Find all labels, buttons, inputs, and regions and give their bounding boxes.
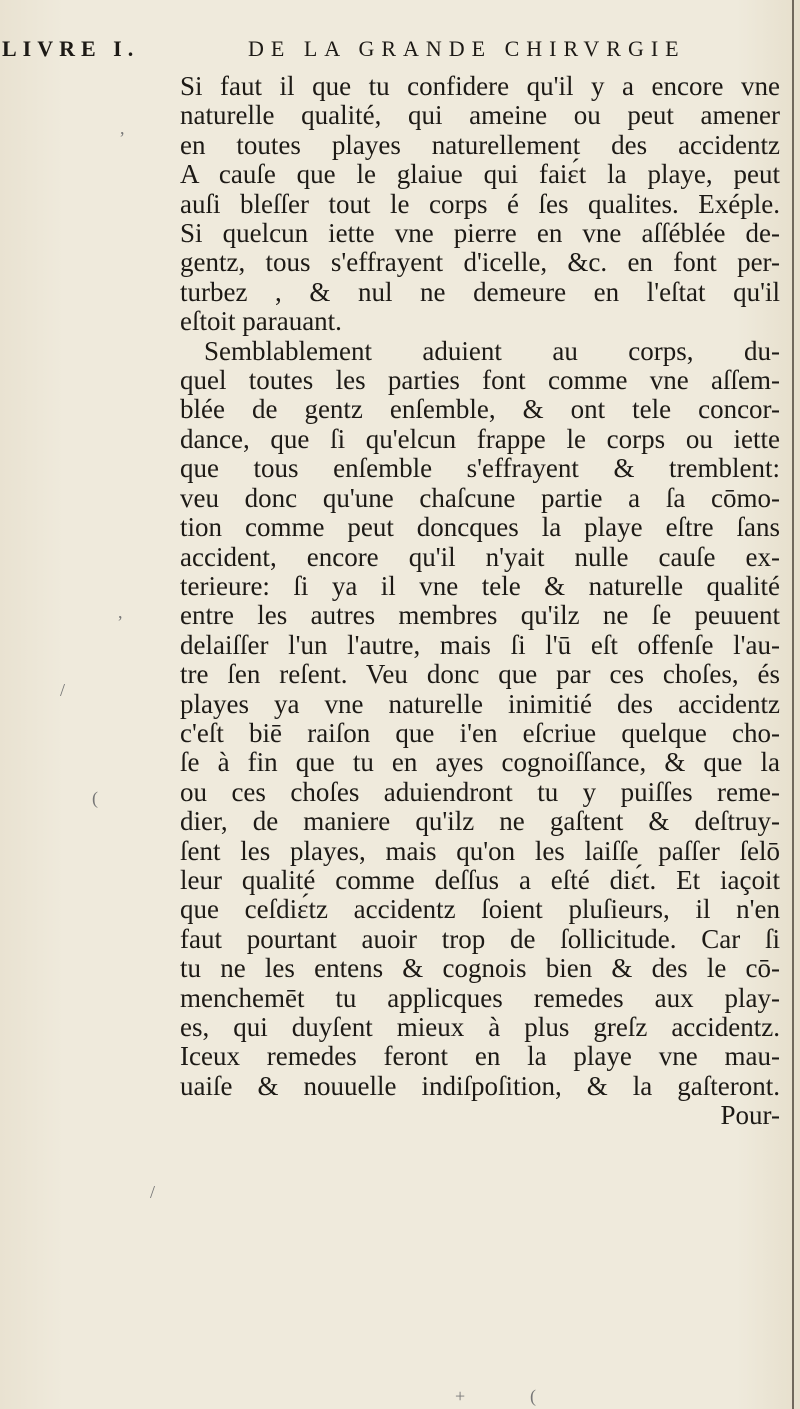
text-line: entre les autres membres qu'ilz ne ſe peuuent bbox=[180, 600, 780, 631]
text-line: Iceux remedes feront en la playe vne mau- bbox=[180, 1041, 780, 1072]
text-line: terieure: ſi ya il vne tele & naturelle qualité bbox=[180, 570, 780, 601]
text-line: dier, de maniere qu'ilz ne gaſtent & deſtruy- bbox=[180, 806, 780, 837]
text-line: leur qualité comme deſſus a eſté diɛ́t. Et iaçoit bbox=[180, 864, 780, 895]
text-line: turbez , & nul ne demeure en l'eſtat qu'il bbox=[180, 276, 780, 307]
text-line: auſi bleſſer tout le corps é ſes qualites. Exéple. bbox=[180, 188, 780, 219]
text-line: delaiſſer l'un l'autre, mais ſi l'ū eſt offenſe l'au- bbox=[180, 629, 780, 660]
text-line: ſent les playes, mais qu'on les laiſſe paſſer ſelō bbox=[180, 835, 780, 866]
text-line: quel toutes les parties font comme vne aſſem- bbox=[180, 365, 780, 396]
text-line: accident, encore qu'il n'yait nulle cauſe ex- bbox=[180, 541, 780, 572]
text-line: en toutes playes naturellement des accidentz bbox=[180, 129, 780, 160]
text-line: playes ya vne naturelle inimitié des accidentz bbox=[180, 688, 780, 719]
body-text bbox=[180, 72, 780, 1131]
page-edge bbox=[792, 0, 794, 1409]
text-line: tu ne les entens & cognois bien & des le cō- bbox=[180, 953, 780, 984]
text-line: c'eſt biē raiſon que i'en eſcriue quelque cho- bbox=[180, 717, 780, 748]
text-line: veu donc qu'une chaſcune partie a ſa cōmo- bbox=[180, 482, 780, 513]
text-line: que tous enſemble s'effrayent & tremblent: bbox=[180, 453, 780, 484]
text-line: tre ſen reſent. Veu donc que par ces choſes, és bbox=[180, 659, 780, 690]
text-line: Si quelcun iette vne pierre en vne aſſéblée de- bbox=[180, 218, 780, 249]
text-line: ou ces choſes aduiendront tu y puiſſes reme- bbox=[180, 776, 780, 807]
text-line: dance, que ſi qu'elcun frappe le corps ou iette bbox=[180, 423, 780, 454]
text-line: ſe à fin que tu en ayes cognoiſſance, & que la bbox=[180, 747, 780, 778]
text-line: que ceſdiɛ́tz accidentz ſoient pluſieurs, il n'en bbox=[180, 894, 780, 925]
margin-speck: / bbox=[60, 680, 66, 700]
text-line: blée de gentz enſemble, & ont tele concor- bbox=[180, 394, 780, 425]
margin-speck: + bbox=[455, 1386, 466, 1406]
text-line: faut pourtant auoir trop de ſollicitude. Car ſi bbox=[180, 923, 780, 954]
text-line-paragraph-start: Semblablement aduient au corps, du- bbox=[204, 335, 780, 366]
text-line: uaiſe & nouuelle indiſpoſition, & la gaſteront. bbox=[180, 1070, 780, 1101]
text-line: es, qui duyſent mieux à plus greſz accidentz. bbox=[180, 1012, 780, 1042]
margin-speck: , bbox=[118, 602, 123, 622]
margin-speck: , bbox=[120, 118, 125, 138]
text-line: menchemēt tu applicques remedes aux play- bbox=[180, 982, 780, 1013]
running-title: DE LA GRANDE CHIRVRGIE bbox=[248, 36, 686, 61]
text-line: gentz, tous s'effrayent d'icelle, &c. en font per- bbox=[180, 247, 780, 278]
text-line: Si faut il que tu confidere qu'il y a encore vne bbox=[180, 71, 780, 101]
margin-speck: ( bbox=[92, 788, 98, 808]
text-line: eſtoit parauant. bbox=[180, 306, 342, 337]
text-line: A cauſe que le glaiue qui faiɛ́t la playe, peut bbox=[180, 159, 780, 190]
text-line: naturelle qualité, qui ameine ou peut amener bbox=[180, 100, 780, 131]
catchword: Pour- bbox=[720, 1100, 780, 1131]
running-header bbox=[0, 36, 800, 66]
margin-speck: ( bbox=[530, 1386, 536, 1406]
book-number: LIVRE I. bbox=[2, 36, 140, 61]
text-line: tion comme peut doncques la playe eſtre ſans bbox=[180, 512, 780, 543]
margin-speck: / bbox=[150, 1182, 156, 1202]
